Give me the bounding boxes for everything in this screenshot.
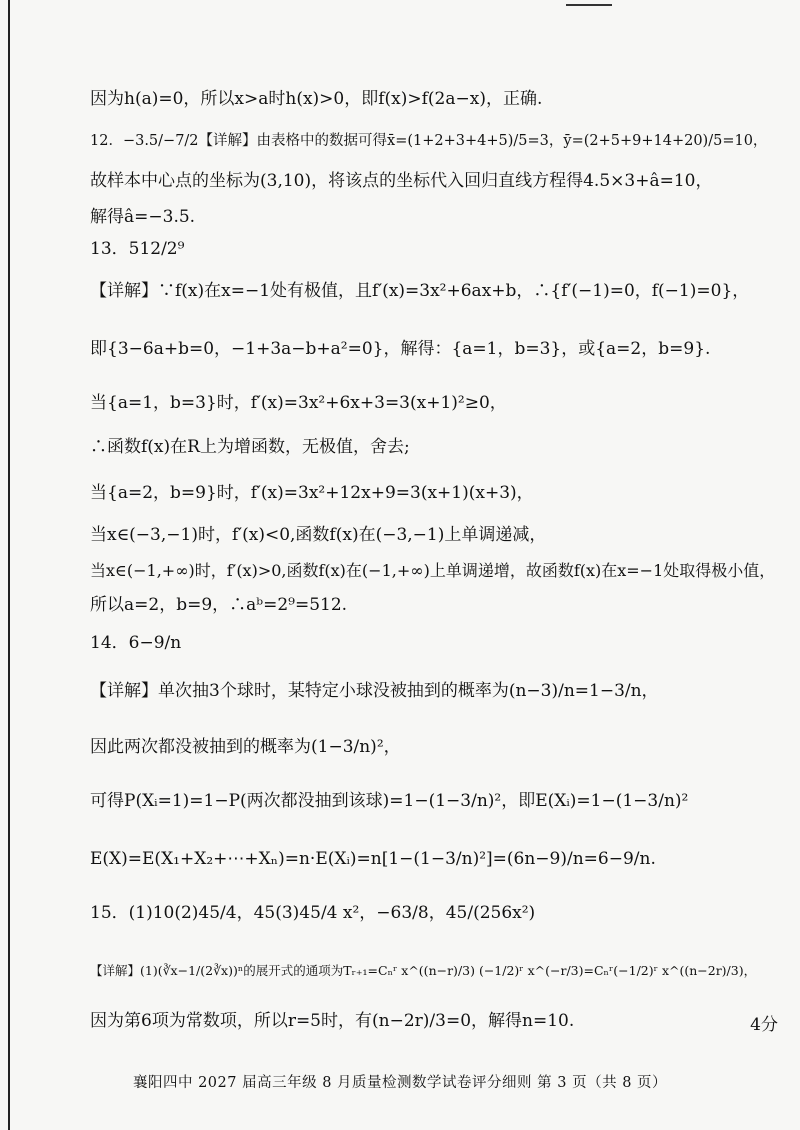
text-line: 因为第6项为常数项，所以r=5时，有(n−2r)/3=0，解得n=10. bbox=[90, 1011, 575, 1031]
text-line: 12．−3.5/−7/2【详解】由表格中的数据可得x̄=(1+2+3+4+5)/5=3，ȳ=(2+5+9+14+20)/5=10， bbox=[90, 133, 768, 149]
text-line: ∴函数f(x)在R上为增函数，无极值，舍去; bbox=[90, 437, 410, 457]
text-line: 即{3−6a+b=0，−1+3a−b+a²=0}，解得：{a=1，b=3}，或{a=2，b=9}. bbox=[90, 339, 711, 359]
page-edge bbox=[8, 0, 10, 1130]
text-line: 【详解】(1)(∛x−1/(2∛x))ⁿ的展开式的通项为Tᵣ₊₁=Cₙʳ x^((n−r)/3) (−1/2)ʳ x^(−r/3)=Cₙʳ(−1/2)ʳ x^((n−2r)/3)， bbox=[90, 963, 757, 978]
text-line: 当x∈(−3,−1)时，f′(x)<0,函数f(x)在(−3,−1)上单调递减， bbox=[90, 525, 547, 545]
text-line: 当x∈(−1,+∞)时，f′(x)>0,函数f(x)在(−1,+∞)上单调递增，故函数f(x)在x=−1处取得极小值， bbox=[90, 561, 776, 580]
text-line: E(X)=E(X₁+X₂+⋯+Xₙ)=n·E(Xᵢ)=n[1−(1−3/n)²]=(6n−9)/n=6−9/n. bbox=[90, 849, 656, 869]
score-label: 4分 bbox=[750, 1015, 778, 1035]
text-line: 可得P(Xᵢ=1)=1−P(两次都没抽到该球)=1−(1−3/n)²，即E(Xᵢ)=1−(1−3/n)² bbox=[90, 791, 689, 811]
text-line: 因此两次都没被抽到的概率为(1−3/n)²， bbox=[90, 737, 401, 757]
text-line: 当{a=2，b=9}时，f′(x)=3x²+12x+9=3(x+1)(x+3)， bbox=[90, 483, 534, 503]
page-footer: 襄阳四中 2027 届高三年级 8 月质量检测数学试卷评分细则 第 3 页（共 8 页） bbox=[132, 1075, 668, 1091]
text-line: 15．(1)10(2)45/4，45(3)45/4 x²，−63/8，45/(256x²) bbox=[90, 903, 536, 923]
text-line: 13．512/2⁹ bbox=[90, 239, 185, 259]
text-line: 当{a=1，b=3}时，f′(x)=3x²+6x+3=3(x+1)²≥0， bbox=[90, 393, 507, 413]
text-line: 【详解】∵f(x)在x=−1处有极值，且f′(x)=3x²+6ax+b，∴{f′(−1)=0，f(−1)=0}， bbox=[90, 281, 750, 301]
text-line: 故样本中心点的坐标为(3,10)，将该点的坐标代入回归直线方程得4.5×3+â=10， bbox=[90, 171, 713, 191]
text-line: 解得â=−3.5. bbox=[90, 207, 196, 227]
top-mark bbox=[566, 4, 612, 6]
text-line: 14．6−9/n bbox=[90, 633, 182, 653]
text-line: 【详解】单次抽3个球时，某特定小球没被抽到的概率为(n−3)/n=1−3/n， bbox=[90, 681, 659, 701]
text-line: 所以a=2，b=9，∴aᵇ=2⁹=512. bbox=[90, 595, 348, 615]
text-line: 因为h(a)=0，所以x>a时h(x)>0，即f(x)>f(2a−x)，正确. bbox=[90, 89, 543, 109]
